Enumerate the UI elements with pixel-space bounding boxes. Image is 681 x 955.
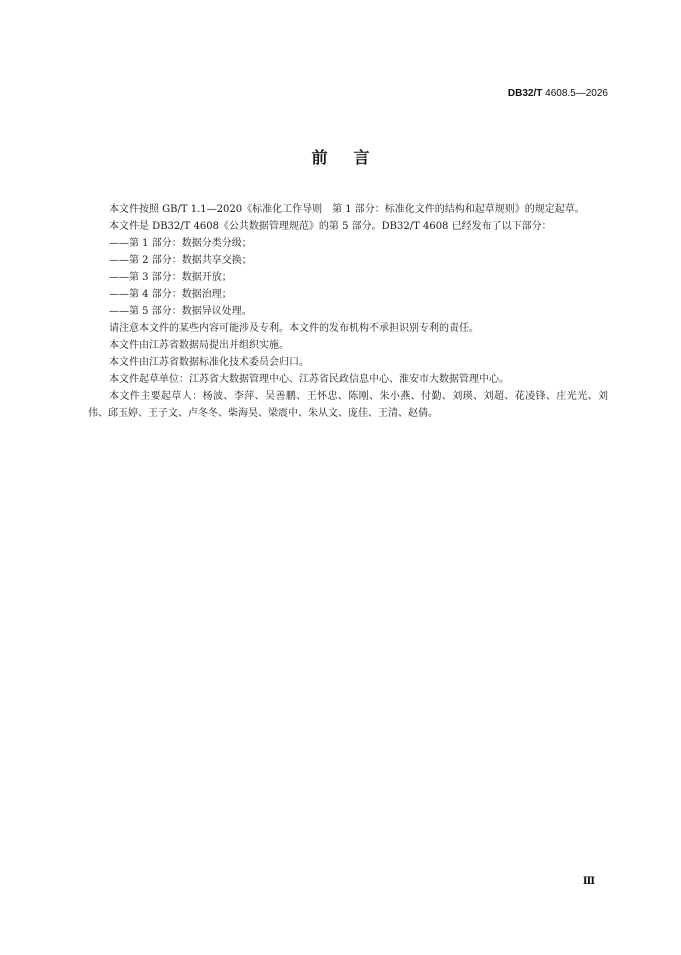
foreword-body (88, 201, 608, 422)
document-code-number: 4608.5—2026 (545, 88, 608, 99)
list-item-part-5: ——第 5 部分：数据异议处理。 (109, 306, 252, 317)
list-item-part-2: ——第 2 部分：数据共享交换； (109, 255, 252, 266)
list-item-part-4: ——第 4 部分：数据治理； (109, 289, 232, 300)
paragraph-drafting-units: 本文件起草单位：江苏省大数据管理中心、江苏省民政信息中心、淮安市大数据管理中心。 (109, 374, 509, 385)
paragraph-drafters: 本文件主要起草人：杨波、李萍、吴善鹏、王怀忠、陈刚、朱小燕、付勤、刘瑛、刘超、花凌锋、庄光光、刘伟、邱玉婷、王子文、卢冬冬、柴海昊、梁震中、朱从文、庞佳、王清、赵倩。 (88, 391, 608, 419)
paragraph-committee: 本文件由江苏省数据标准化技术委员会归口。 (109, 357, 309, 368)
paragraph-part-statement: 本文件是 DB32/T 4608《公共数据管理规范》的第 5 部分。DB32/T 4608 已经发布了以下部分： (109, 221, 552, 232)
paragraph-patent-notice: 请注意本文件的某些内容可能涉及专利。本文件的发布机构不承担识别专利的责任。 (109, 323, 479, 334)
paragraph-proposer: 本文件由江苏省数据局提出并组织实施。 (109, 340, 289, 351)
document-code-prefix: DB32/T (507, 88, 543, 99)
list-item-part-3: ——第 3 部分：数据开放； (109, 272, 232, 283)
paragraph-drafting-basis: 本文件按照 GB/T 1.1—2020《标准化工作导则 第 1 部分：标准化文件的结构和起草规则》的规定起草。 (109, 204, 585, 215)
page-title: 前言 (311, 148, 396, 167)
list-item-part-1: ——第 1 部分：数据分类分级； (109, 238, 252, 249)
document-number (508, 88, 608, 99)
page-number: Ⅲ (582, 876, 595, 887)
